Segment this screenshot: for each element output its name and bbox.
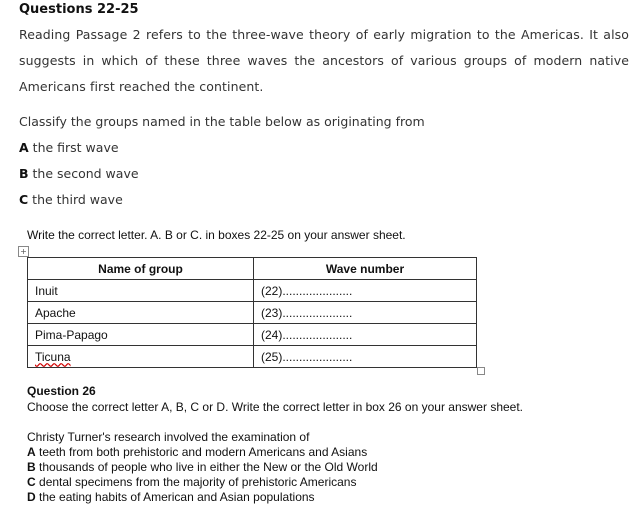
table-row: [28, 302, 477, 324]
intro-line-2: suggests in which of these three waves the ancestors of various groups of modern native: [19, 53, 629, 68]
answer-option-a: [27, 445, 367, 459]
option-text: the second wave: [32, 166, 139, 181]
wave-option-a: [19, 140, 119, 155]
header-wave-number: Wave number: [254, 258, 477, 280]
option-letter: A: [19, 140, 29, 155]
option-text: dental specimens from the majority of prehistoric Americans: [39, 475, 357, 489]
option-letter: B: [27, 460, 36, 474]
group-cell: Inuit: [28, 280, 254, 302]
answer-blank[interactable]: (25).....................: [254, 346, 477, 368]
wave-option-c: [19, 192, 123, 207]
classify-instruction: Classify the groups named in the table below as originating from: [19, 114, 425, 129]
group-cell: Pima-Papago: [28, 324, 254, 346]
answer-option-b: [27, 460, 378, 474]
option-text: the eating habits of American and Asian populations: [39, 490, 315, 504]
answer-blank[interactable]: (23).....................: [254, 302, 477, 324]
option-letter: C: [19, 192, 29, 207]
option-letter: B: [19, 166, 29, 181]
table-row: [28, 324, 477, 346]
table-resize-handle[interactable]: [477, 367, 485, 375]
answer-option-c: [27, 475, 356, 489]
question-26-instruction: Choose the correct letter A, B, C or D. Write the correct letter in box 26 on your answer sheet.: [27, 400, 524, 414]
table-row: [28, 346, 477, 368]
table-row: [28, 280, 477, 302]
answer-option-d: [27, 490, 315, 504]
section-heading: Questions 22-25: [19, 2, 139, 17]
intro-line-3: Americans first reached the continent.: [19, 79, 264, 94]
group-cell: Apache: [28, 302, 254, 324]
wave-option-b: [19, 166, 139, 181]
option-text: the first wave: [32, 140, 119, 155]
option-letter: A: [27, 445, 36, 459]
answer-blank[interactable]: (22).....................: [254, 280, 477, 302]
intro-line-1: Reading Passage 2 refers to the three-wave theory of early migration to the Americas. It also: [19, 27, 629, 42]
option-text: teeth from both prehistoric and modern Americans and Asians: [39, 445, 368, 459]
option-text: the third wave: [32, 192, 123, 207]
question-26-heading: Question 26: [27, 384, 96, 398]
answer-instruction: Write the correct letter. A. B or C. in boxes 22-25 on your answer sheet.: [27, 228, 406, 242]
group-wave-table: [27, 257, 477, 368]
spellcheck-underlined-word: Ticuna: [35, 349, 71, 364]
option-letter: C: [27, 475, 36, 489]
table-move-handle-icon[interactable]: +: [18, 246, 29, 257]
option-text: thousands of people who live in either the New or the Old World: [39, 460, 378, 474]
question-26-stem: Christy Turner's research involved the examination of: [27, 430, 310, 444]
header-name-of-group: Name of group: [28, 258, 254, 280]
option-letter: D: [27, 490, 36, 504]
table-header-row: [28, 258, 477, 280]
answer-blank[interactable]: (24).....................: [254, 324, 477, 346]
group-cell: [28, 346, 254, 368]
